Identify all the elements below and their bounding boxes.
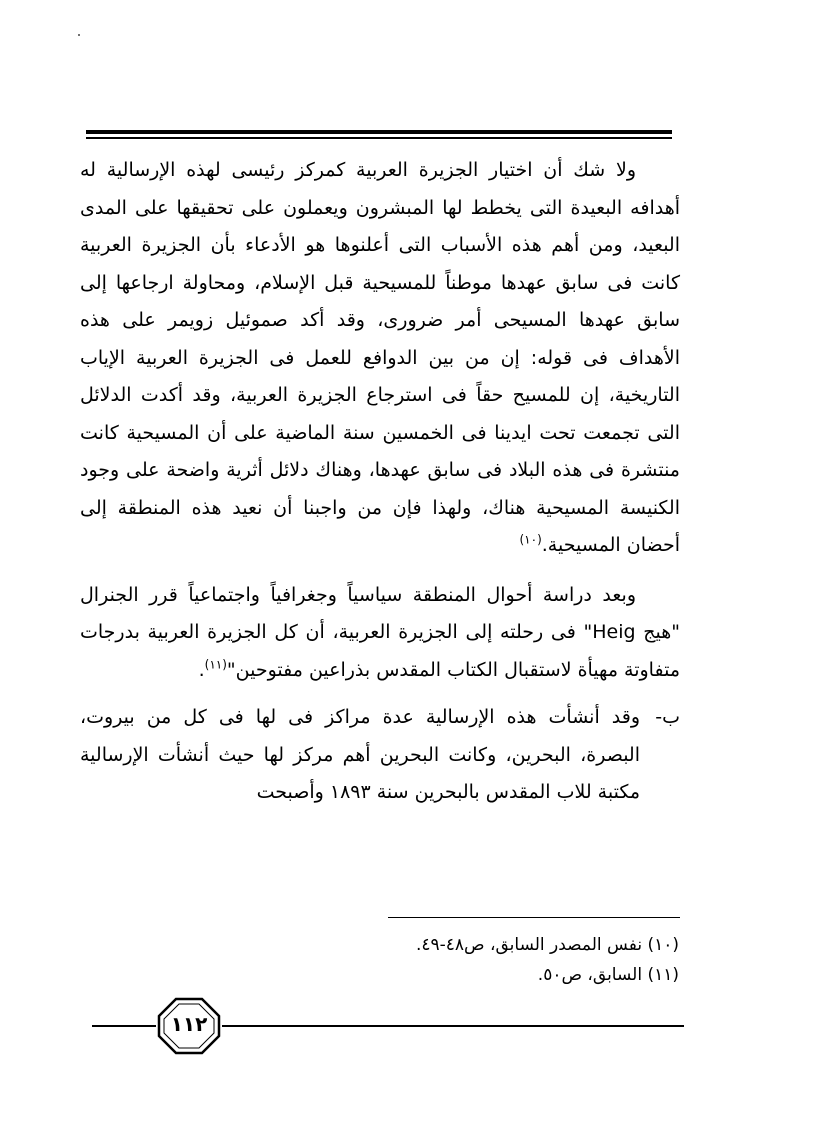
- footnote-ref-10[interactable]: (١٠): [519, 532, 542, 547]
- main-text: [80, 152, 680, 812]
- page-number: ١١٢: [170, 1012, 208, 1036]
- scan-speck: [78, 34, 80, 36]
- list-marker-b: ب-: [655, 706, 680, 728]
- footnote-ref-11[interactable]: (١١): [204, 657, 227, 672]
- footer-rule-left: [92, 1025, 156, 1027]
- paragraph-2: [80, 577, 680, 690]
- footnote-11: (١١) السابق، ص٥٠.: [537, 965, 679, 985]
- paragraph-2-end: .: [198, 658, 205, 681]
- page-number-badge: [156, 996, 222, 1056]
- footnote-10: (١٠) نفس المصدر السابق، ص٤٨-٤٩.: [415, 935, 679, 955]
- header-rule-thin: [86, 137, 672, 139]
- paragraph-1: [80, 152, 680, 565]
- footnotes: [259, 930, 679, 990]
- list-item-b-text: وقد أنشأت هذه الإرسالية عدة مراكز فى لها فى كل من بيروت، البصرة، البحرين، وكانت البحرين أهم مركز لها حيث أنشأت الإرسالية مكتبة للاب المقدس بالبحرين سنة ١٨٩٣ وأصبحت: [80, 706, 640, 803]
- paragraph-2-text: وبعد دراسة أحوال المنطقة سياسياً وجغرافياً واجتماعياً قرر الجنرال "هيج Heig" فى رحلته إلى الجزيرة العربية، أن كل الجزيرة العربية بدرجات متفاوتة مهيأة لاستقبال الكتاب المقدس بذراعين مفتوحين": [80, 583, 680, 681]
- header-rule-thick: [86, 130, 672, 134]
- paragraph-1-text: ولا شك أن اختيار الجزيرة العربية كمركز رئيسى لهذه الإرسالية له أهدافه البعيدة التى يخطط لها المبشرون ويعملون على تحقيقها على المدى البعيد، ومن أهم هذه الأسباب التى أعلنوها هو الأدعاء بأن الجزيرة العربية كانت فى سابق عهدها موطناً للمسيحية قبل الإسلام، ومحاولة ارجاعها إلى سابق عهدها المسيحى أمر ضرورى، وقد أكد صموئيل زويمر على هذه الأهداف فى قوله: إن من بين الدوافع للعمل فى الجزيرة العربية الإياب التاريخية، إن للمسيح حقاً فى استرجاع الجزيرة العربية، وقد أكدت الدلائل التى تجمعت تحت ايدينا فى الخمسين سنة الماضية على أن المسيحية كانت منتشرة فى هذه البلاد فى سابق عهدها، وهناك دلائل أثرية واضحة على وجود الكنيسة المسيحية هناك، ولهذا فإن من واجبنا أن نعيد هذه المنطقة إلى أحضان المسيحية.: [80, 159, 680, 556]
- footer-rule-right: [222, 1025, 684, 1027]
- footnote-separator: [388, 917, 680, 918]
- list-item-b: [80, 699, 680, 812]
